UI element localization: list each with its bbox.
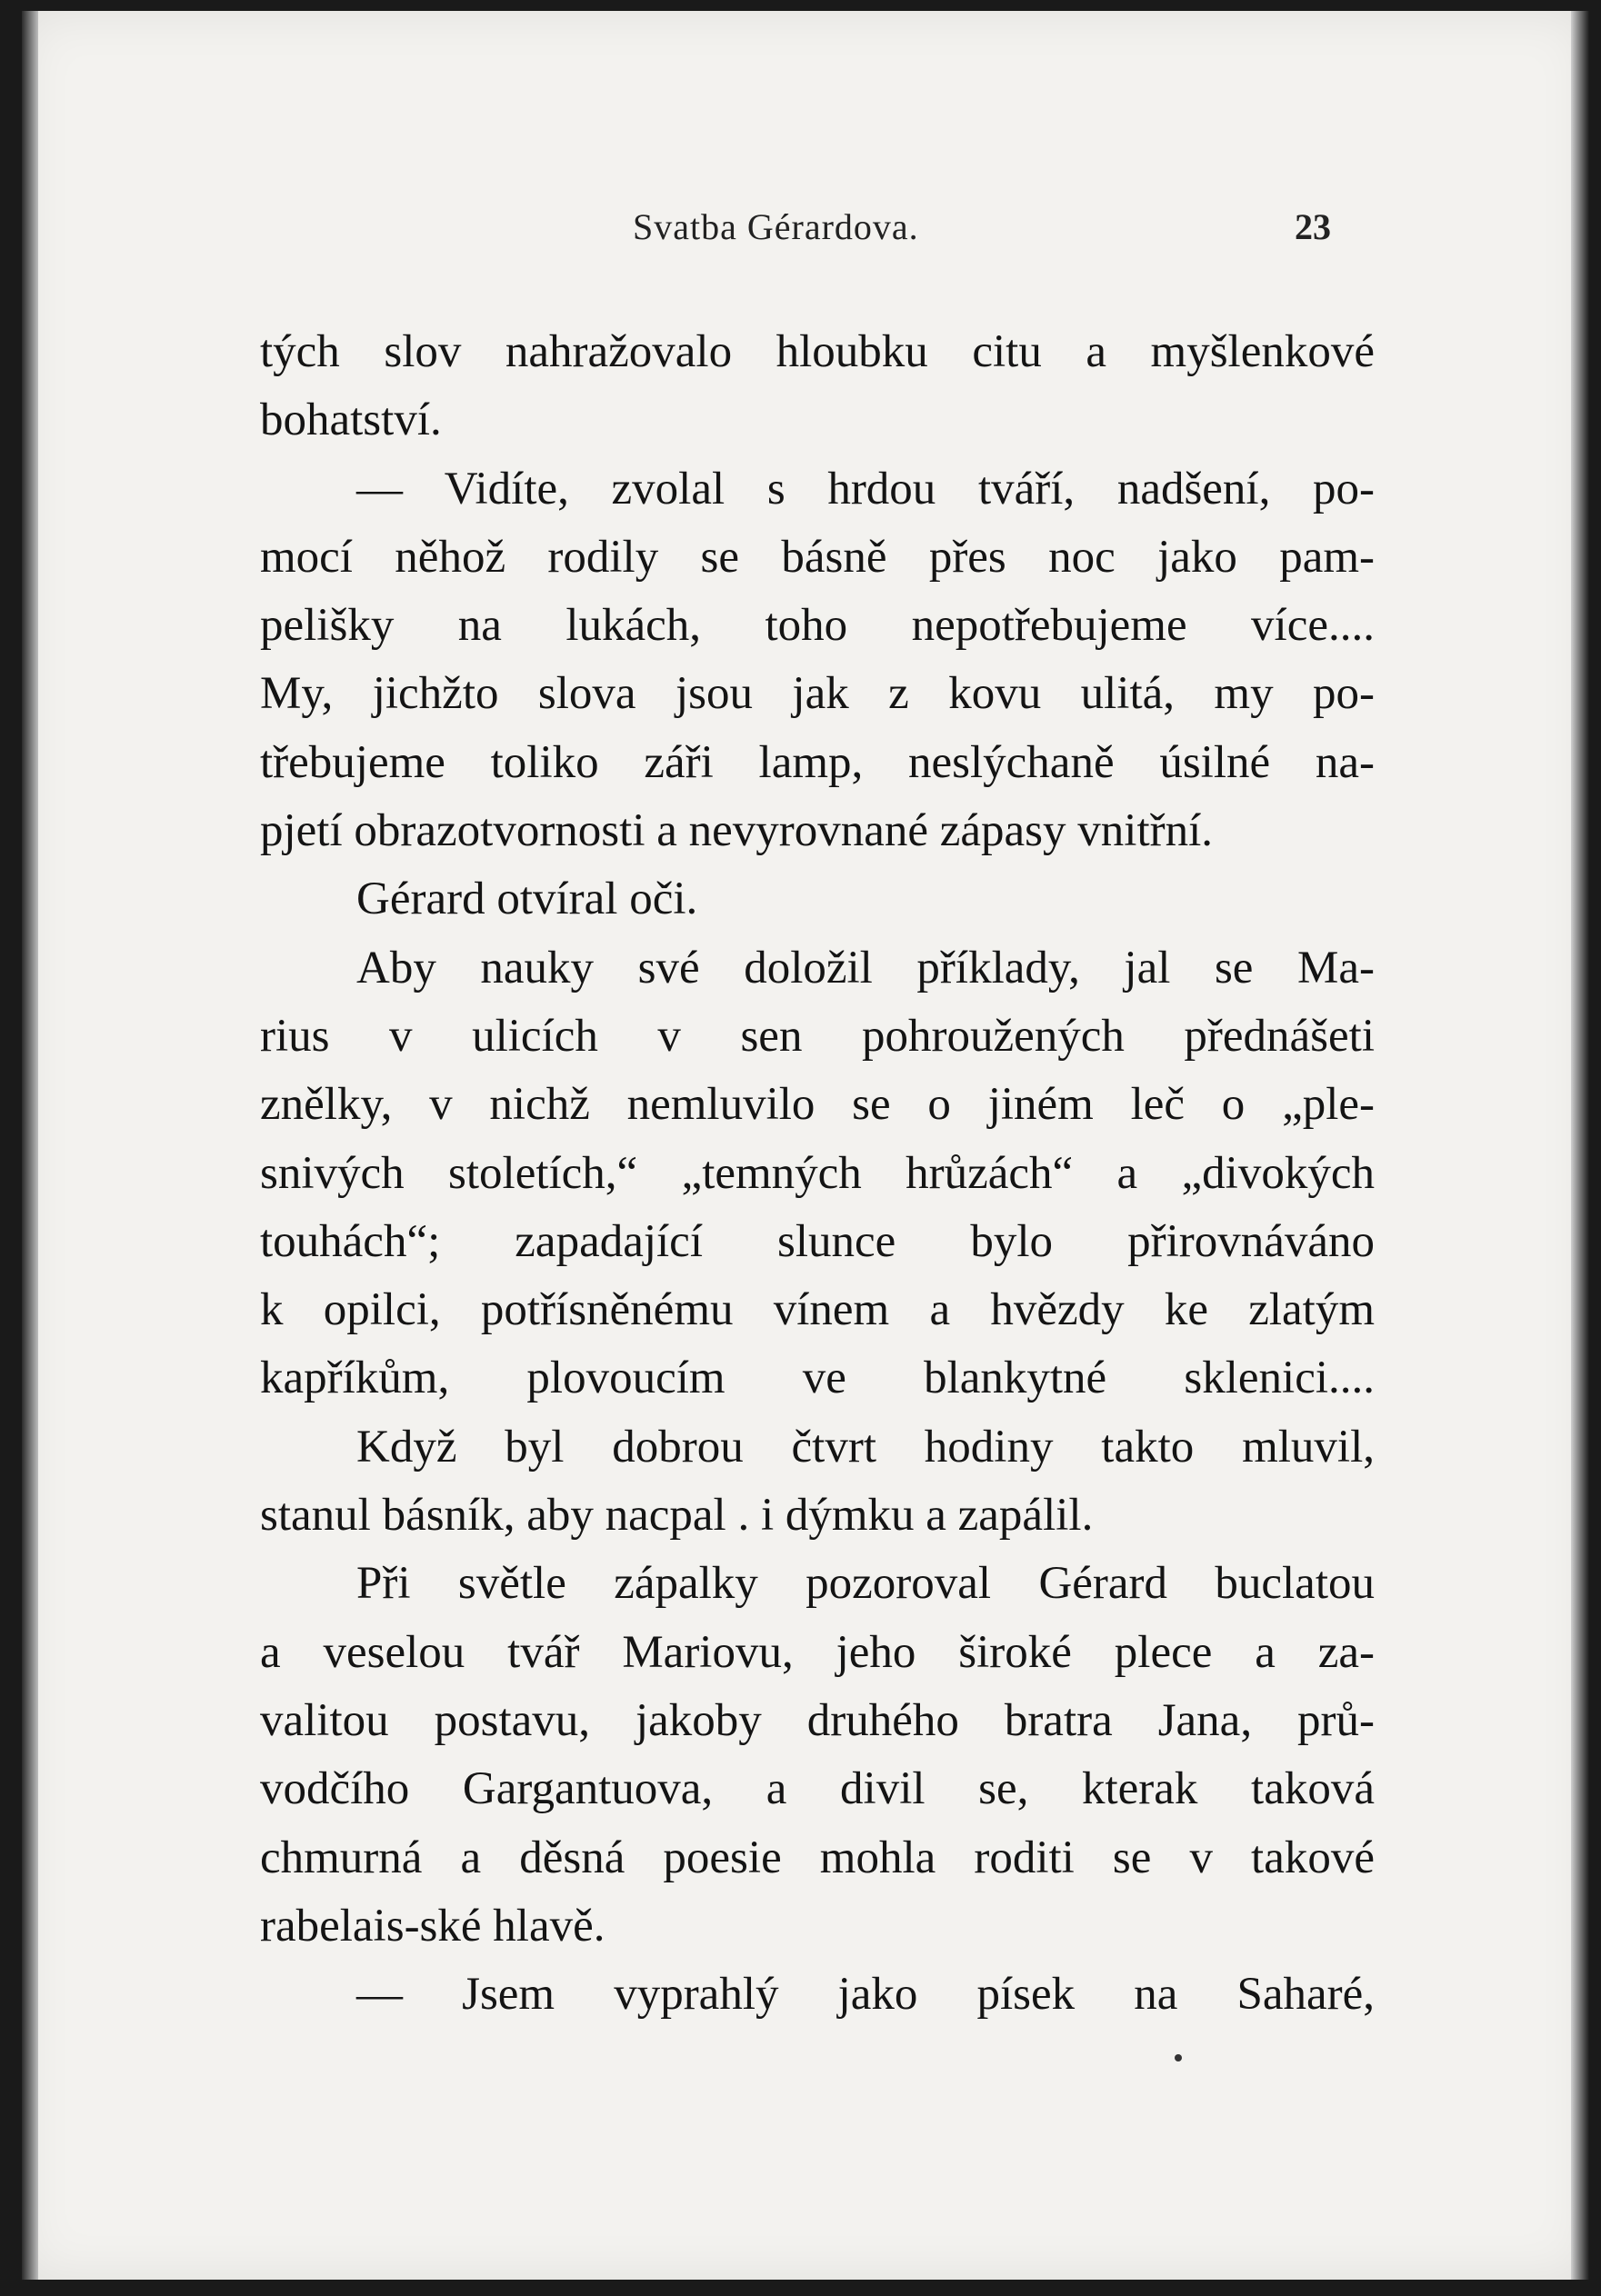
text-line: Aby nauky své doložil příklady, jal se Ma- [356,942,1375,993]
text-line: Když byl dobrou čtvrt hodiny takto mluvil, [356,1421,1375,1472]
page-edge-right [1571,11,1589,2280]
page-number: 23 [1295,206,1331,247]
text-line: rabelais-ské hlavě. [260,1900,605,1952]
text-line: znělky, v nichž nemluvilo se o jiném leč o „ple- [260,1079,1375,1131]
page-header [22,205,1589,260]
body-text [260,318,1375,2029]
text-line: bohatství. [260,394,442,446]
text-line: valitou postavu, jakoby druhého bratra Jana, prů- [260,1694,1375,1746]
text-line: vodčího Gargantuova, a divil se, kterak taková [260,1763,1375,1815]
text-line: rius v ulicích v sen pohroužených přednášeti [260,1010,1375,1062]
text-line: Při světle zápalky pozoroval Gérard buclatou [356,1558,1375,1610]
text-line: — Vidíte, zvolal s hrdou tváří, nadšení, po- [356,463,1375,514]
text-line: stanul básník, aby nacpal . i dýmku a zapálil. [260,1490,1094,1542]
text-line: chmurná a děsná poesie mohla roditi se v takové [260,1832,1375,1883]
page-edge-left [22,11,38,2280]
text-line: My, jichžto slova jsou jak z kovu ulitá, my po- [260,668,1375,720]
text-line: pelišky na lukách, toho nepotřebujeme více.... [260,600,1375,652]
text-line: Gérard otvíral oči. [356,873,698,925]
text-line: pjetí obrazotvornosti a nevyrovnané zápasy vnitřní. [260,805,1214,857]
text-line: tých slov nahražovalo hloubku citu a myšlenkové [260,326,1375,377]
text-line: třebujeme toliko záři lamp, neslýchaně úsilné na- [260,736,1375,788]
text-line: snivých stoletích,“ „temných hrůzách“ a „divokých [260,1147,1375,1199]
text-line: touhách“; zapadající slunce bylo přirovnáváno [260,1215,1375,1267]
text-line: a veselou tvář Mariovu, jeho široké plece a za- [260,1626,1375,1678]
text-line: kapříkům, plovoucím ve blankytné sklenici.... [260,1353,1375,1404]
ink-speck [1175,2054,1182,2061]
text-line: mocí něhož rodily se básně přes noc jako pam- [260,531,1375,583]
text-line: k opilci, potřísněnému vínem a hvězdy ke zlatým [260,1284,1375,1336]
book-page [22,11,1589,2280]
text-line: — Jsem vyprahlý jako písek na Saharé, [356,1969,1375,2021]
running-title: Svatba Gérardova. [633,206,919,247]
